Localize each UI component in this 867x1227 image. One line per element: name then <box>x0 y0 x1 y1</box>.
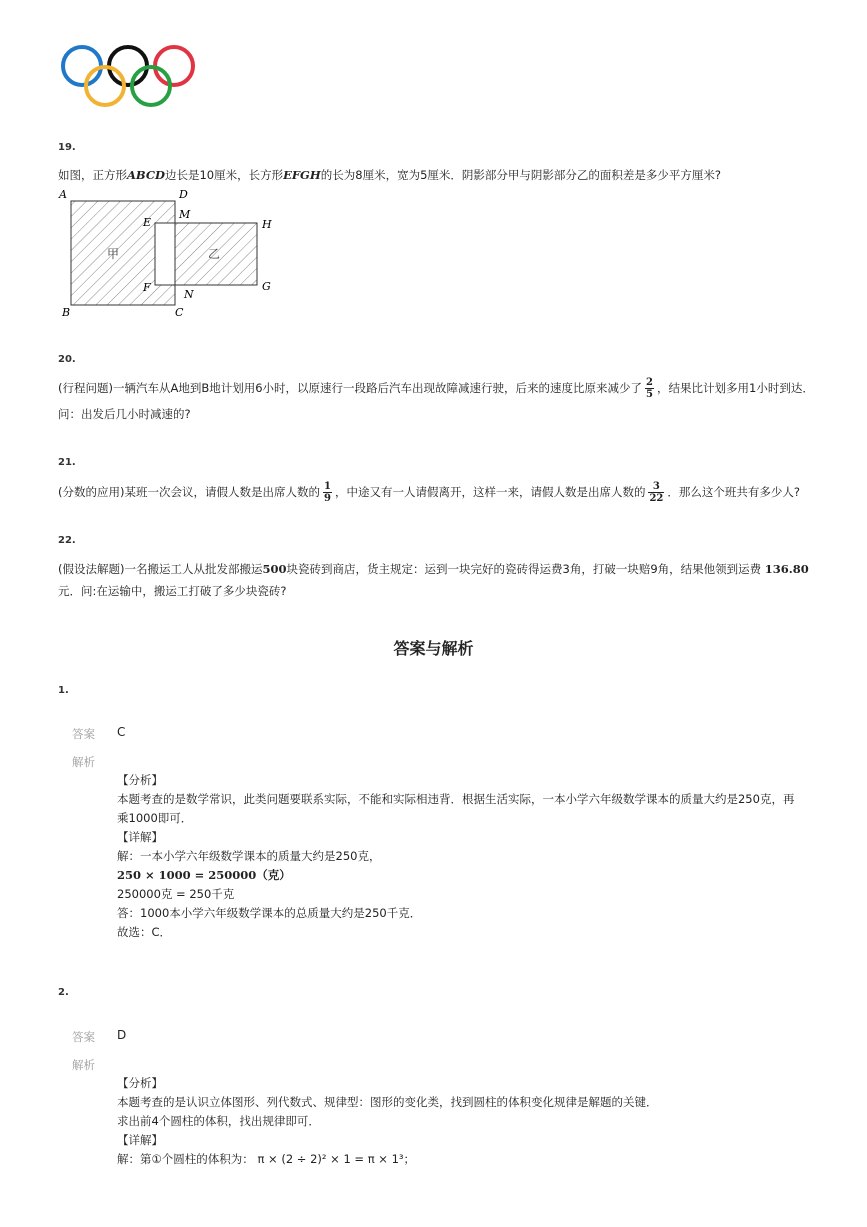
question-text-line2: 问：出发后几小时减速的? <box>58 407 191 421</box>
olympic-rings-logo <box>58 42 200 110</box>
analysis-line: 解：第①个圆柱的体积为： π × (2 ÷ 2)² × 1 = π × 1³； <box>117 1152 416 1166</box>
analysis-line: 250 × 1000 = 250000（克） <box>117 868 291 882</box>
answer-label: 答案 <box>72 727 95 741</box>
analysis-line: 本题考查的是数学常识，此类问题要联系实际，不能和实际相违背．根据生活实际，一本小学六年级数学课本的质量大约是250克，再 <box>117 792 795 806</box>
question-number: 21. <box>58 457 76 468</box>
figure-label-d: D <box>179 188 188 201</box>
answer-number: 1. <box>58 685 69 696</box>
analysis-label: 解析 <box>72 1058 95 1072</box>
analysis-line: 解：一本小学六年级数学课本的质量大约是250克， <box>117 849 381 863</box>
analysis-line: 乘1000即可． <box>117 811 193 825</box>
figure-label-n: N <box>184 288 194 301</box>
fraction: $\frac{2}{5}$ <box>646 377 654 400</box>
answer-value: D <box>117 1028 127 1042</box>
figure-label-h: H <box>262 218 272 231</box>
analysis-body <box>117 1074 817 1169</box>
answer-value: C <box>117 725 126 739</box>
question-text: (行程问题)一辆汽车从A地到B地计划用6小时，以原速行一段路后汽车出现故障减速行驶，后来的速度比原来减少了 $\frac{2}{5}$ ，结果比计划多用1小时到达． <box>58 377 814 400</box>
fraction: $\frac{1}{9}$ <box>323 481 331 504</box>
analysis-line: 【详解】 <box>117 1133 163 1147</box>
figure-label-f: F <box>143 281 151 294</box>
analysis-line: 【详解】 <box>117 830 163 844</box>
analysis-line: 【分析】 <box>117 1076 163 1090</box>
analysis-label: 解析 <box>72 755 95 769</box>
figure-label-c: C <box>175 306 184 319</box>
analysis-line: 故选：C． <box>117 925 172 939</box>
answer-label: 答案 <box>72 1030 95 1044</box>
figure-label-m: M <box>179 208 191 221</box>
fraction: $\frac{3}{22}$ <box>649 481 664 504</box>
question-number: 20. <box>58 354 76 365</box>
figure-label-a: A <box>59 188 67 201</box>
question-number: 22. <box>58 535 76 546</box>
question-text: (分数的应用)某班一次会议，请假人数是出席人数的 $\frac{1}{9}$ ，中途又有一人请假离开，这样一来，请假人数是出席人数的 $\frac{3}{22}$ ．那么这个班共有多少人? <box>58 481 800 504</box>
analysis-line: 求出前4个圆柱的体积，找出规律即可． <box>117 1114 320 1128</box>
figure-label-b: B <box>62 306 71 319</box>
answers-title: 答案与解析 <box>393 639 474 658</box>
geometry-figure <box>56 186 286 322</box>
analysis-body <box>117 771 817 942</box>
figure-label-e: E <box>143 216 152 229</box>
analysis-line: 本题考查的是认识立体图形、列代数式、规律型：图形的变化类，找到圆柱的体积变化规律是解题的关键． <box>117 1095 658 1109</box>
figure-label-g: G <box>262 280 271 293</box>
question-text: (假设法解题)一名搬运工人从批发部搬运500块瓷砖到商店，货主规定：运到一块完好的瓷砖得运费3角，打破一块赔9角，结果他领到运费 136.80 <box>58 562 809 576</box>
analysis-line: 答：1000本小学六年级数学课本的总质量大约是250千克． <box>117 906 422 920</box>
question-text-line2: 元．问:在运输中，搬运工打破了多少块瓷砖? <box>58 584 287 598</box>
analysis-line: 【分析】 <box>117 773 163 787</box>
region-yi: 乙 <box>208 247 221 261</box>
analysis-line: 250000克 = 250千克 <box>117 887 235 901</box>
question-text: 如图，正方形ABCD边长是10厘米，长方形EFGH的长为8厘米，宽为5厘米．阴影部分甲与阴影部分乙的面积差是多少平方厘米? <box>58 168 721 182</box>
question-number: 19. <box>58 142 76 153</box>
region-jia: 甲 <box>107 247 120 261</box>
answer-number: 2. <box>58 987 69 998</box>
